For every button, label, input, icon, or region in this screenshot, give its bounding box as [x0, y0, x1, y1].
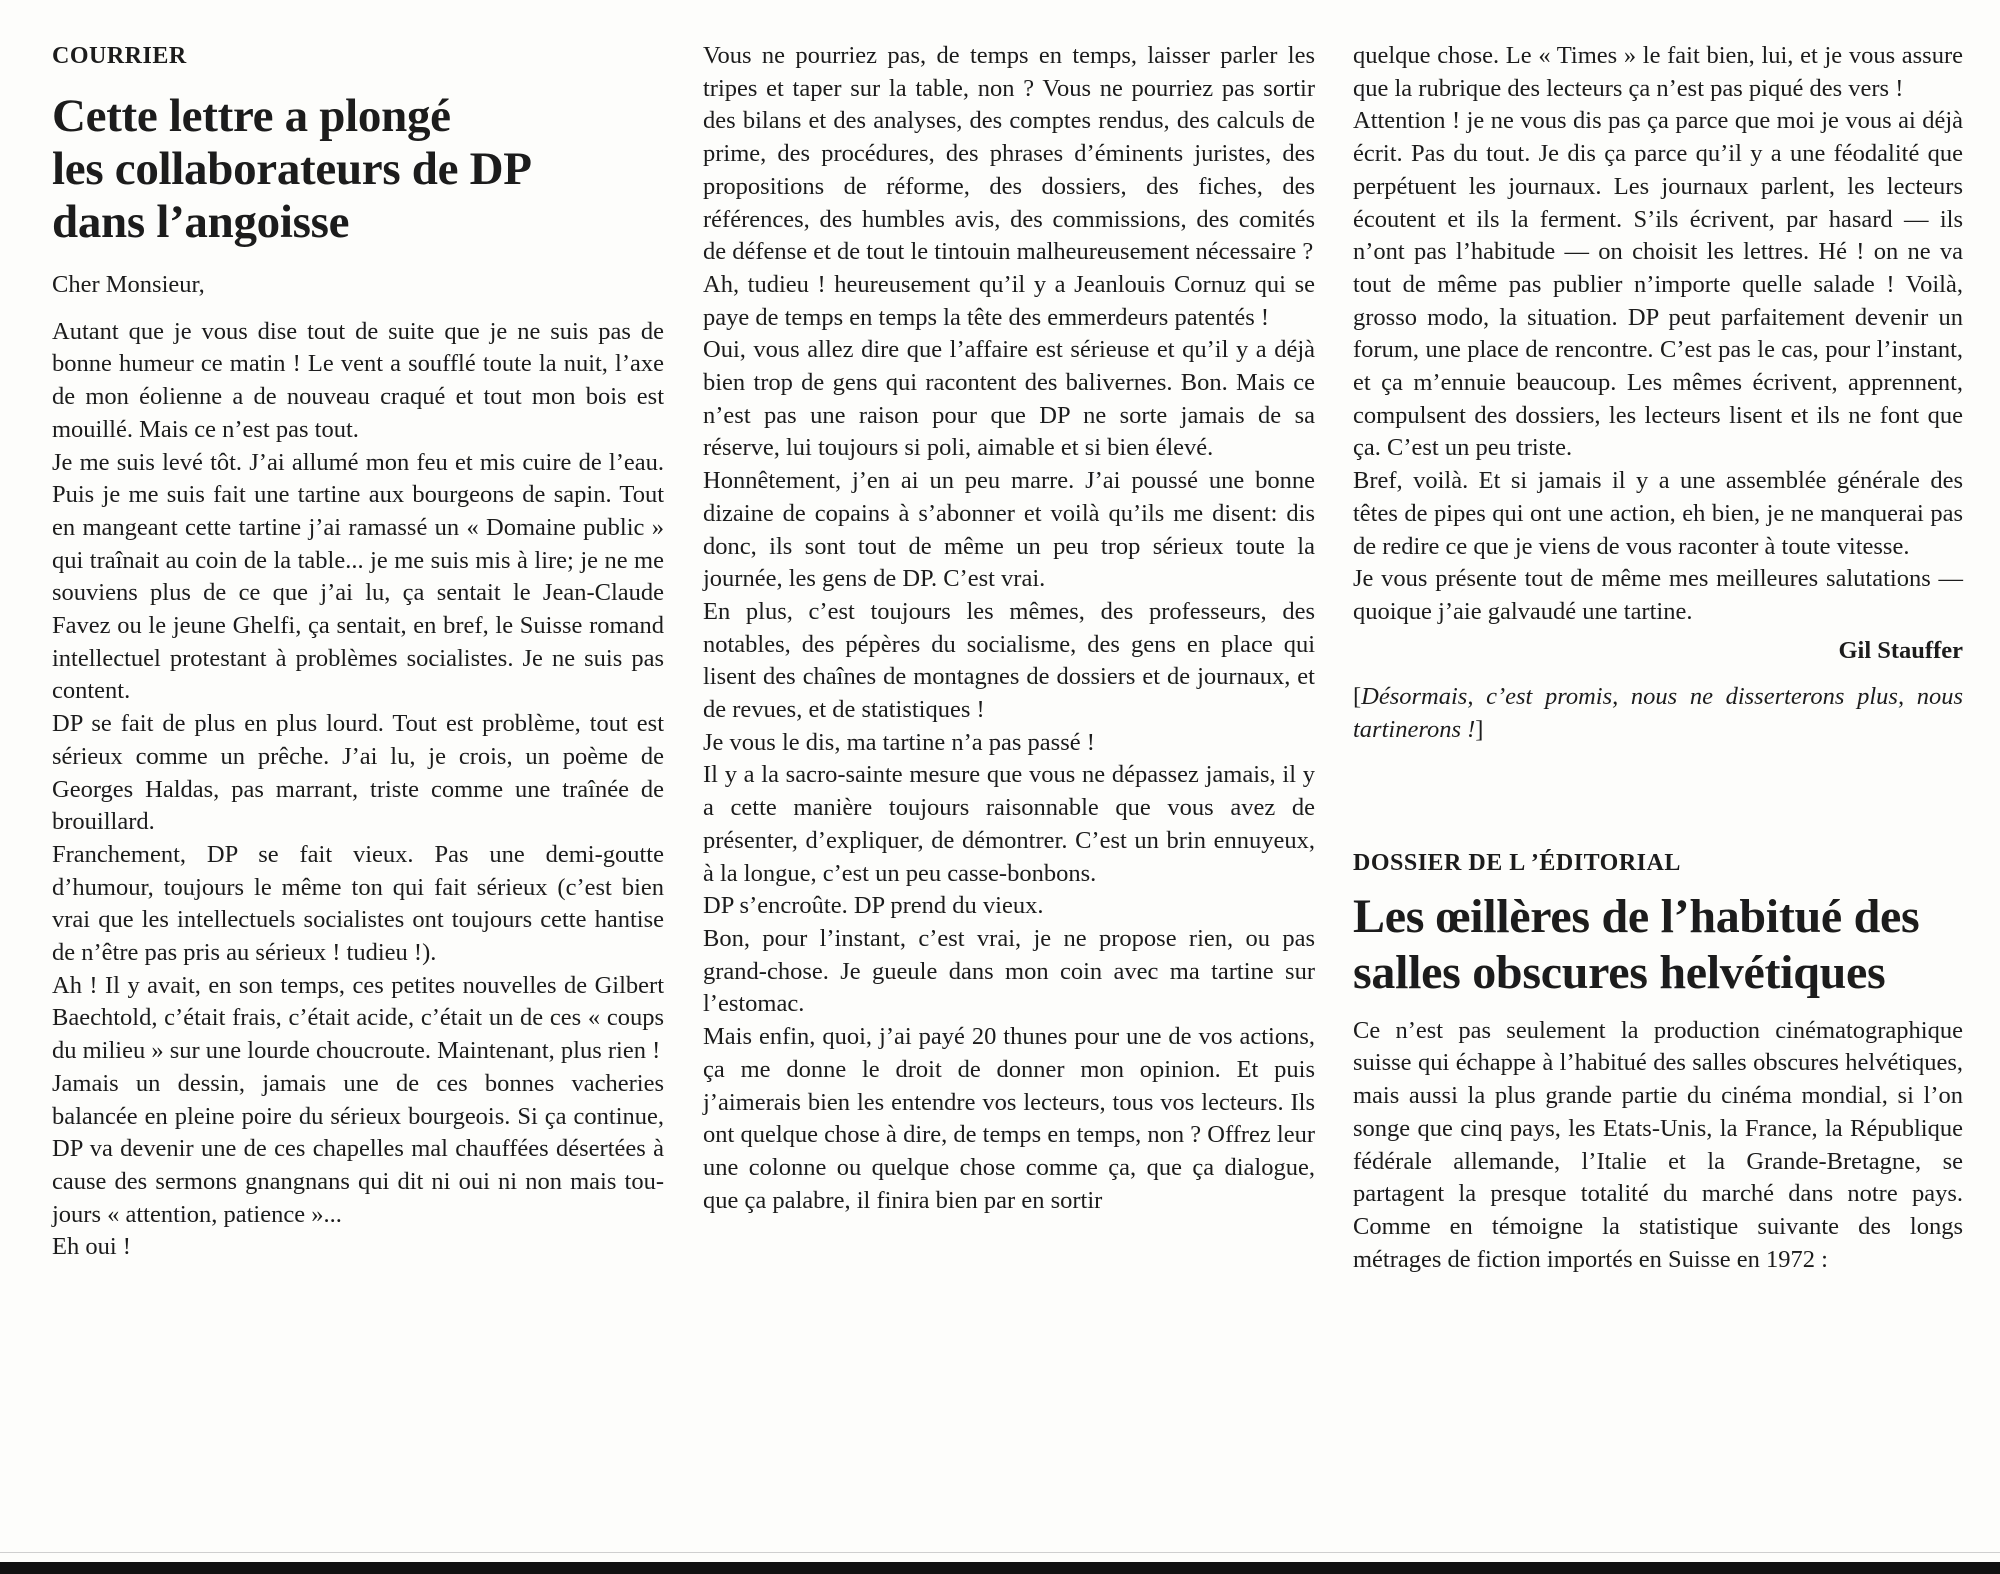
paragraph: Autant que je vous dise tout de suite que je ne suis pas de bonne humeur ce matin ! Le vent a soufflé toute la nuit, l’axe de mon éolienne a de nouveau craqué et tout mon bois est mouillé. Mais ce n’est pas tout.: [52, 317, 664, 443]
paragraph: Bon, pour l’instant, c’est vrai, je ne propose rien, ou pas grand-chose. Je gueule dans mon coin avec ma tartine sur l’estomac.: [703, 924, 1315, 1018]
paragraph: Ah, tudieu ! heureusement qu’il y a Jeanlouis Cornuz qui se paye de temps en temps la tête des emmerdeurs patentés !: [703, 270, 1315, 331]
column-3: [1353, 40, 1963, 1276]
paragraph: Bref, voilà. Et si jamais il y a une assemblée générale des têtes de pipes qui ont une action, eh bien, je ne manquerai pas de redire ce que je viens de vous raconter à toute vitesse.: [1353, 467, 1963, 560]
paragraph: Je vous le dis, ma tartine n’a pas passé !: [703, 728, 1095, 756]
section-rubric-courrier: COURRIER: [52, 43, 187, 69]
title-line: salles obscures helvétiques: [1353, 945, 1886, 999]
paragraph: Mais enfin, quoi, j’ai payé 20 thunes pour une de vos actions, ça me donne le droit de donner mon opinion. Et puis j’aimerais bien les entendre vos lecteurs, tous vos lecteurs. Ils ont quelque chose à dire, de temps en temps, non ? Offrez leur une colonne ou quelque chose comme ça, que ça dialogue, que ça palabre, il finira bien par en sortir: [703, 1023, 1315, 1214]
title-line: les collaborateurs de DP: [52, 143, 532, 195]
section-title: [1353, 889, 1963, 1001]
title-line: Les œillères de l’habitué des: [1353, 889, 1920, 943]
paragraph: Attention ! je ne vous dis pas ça parce que moi je vous ai déjà écrit. Pas du tout. Je dis ça parce qu’il y a une féodalité que perpétuent les journaux. Les journaux parlent, les lecteurs écoutent et ils la ferment. S’ils écrivent, par hasard — ils n’ont pas l’habitude — on choisit les lettres. Hé ! on ne va tout de même pas publier n’importe quelle salade ! Voilà, grosso modo, la situation. DP peut parfaitement devenir un forum, une place de rencontre. C’est pas le cas, pour l’instant, et ça m’ennuie beaucoup. Les mêmes écrivent, apprennent, compulsent des dossiers, les lecteurs lisent et ils ne font que ça. C’est un peu triste.: [1353, 107, 1963, 462]
paragraph: Eh oui !: [52, 1233, 131, 1261]
note-text: Désormais, c’est promis, nous ne disserterons plus, nous tartinerons !: [1353, 683, 1963, 744]
paragraph: En plus, c’est toujours les mêmes, des professeurs, des notables, des pépères du socialisme, des gens en place qui lisent des chaînes de montagnes de dossiers et de journaux, et de revues, et de statistiques !: [703, 597, 1315, 724]
paragraph: Honnêtement, j’en ai un peu marre. J’ai poussé une bonne dizaine de copains à s’abonner et voilà qu’ils me disent: dis donc, ils sont tout de même un peu trop sérieux toute la journée, les gens de DP. C’est vrai.: [703, 467, 1315, 593]
section-dossier-editorial: [1353, 847, 1963, 1277]
bottom-border: [0, 1562, 2000, 1574]
paragraph: quelque chose. Le « Times » le fait bien, lui, et je vous assure que la rubrique des lecteurs ça n’est pas piqué des vers !: [1353, 42, 1963, 102]
paragraph: Ah ! Il y avait, en son temps, ces petites nouvelles de Gilbert Baechtold, c’était frais, c’était acide, c’était un de ces « coups du milieu » sur une lourde choucroute. Maintenant, plus rien !: [52, 971, 664, 1065]
paragraph: DP s’encroûte. DP prend du vieux.: [703, 892, 1044, 920]
section-rubric-dossier: DOSSIER DE L ’ÉDITORIAL: [1353, 849, 1681, 876]
paragraph: Je me suis levé tôt. J’ai allumé mon feu et mis cuire de l’eau. Puis je me suis fait une tartine aux bourgeons de sapin. Tout en mangeant cette tartine j’ai ramassé un « Domaine public » qui traînait au coin de la table... je me suis mis à lire; je ne me souviens plus de ce que j’ai lu, ça sentait le Jean-Claude Favez ou le jeune Ghelfi, ça sentait, en bref, le Suisse romand intellectuel protestant à problèmes socialistes. Je ne suis pas content.: [52, 448, 664, 705]
paragraph: Vous ne pourriez pas, de temps en temps, laisser parler les tripes et taper sur la table, non ? Vous ne pourriez pas sortir des bilans et des analyses, des comptes rendus, des calculs de prime, des procédures, des phrases d’éminents juristes, des propositions de réforme, des dossiers, des fiches, des références, des humbles avis, des commissions, des comités de défense et de tout le tintouin malheureusement nécessaire ?: [703, 42, 1315, 266]
paragraph: Franchement, DP se fait vieux. Pas une demi-goutte d’humour, toujours le même ton qui fait sérieux (c’est bien vrai que les intellectuels socialistes ont toujours cette hantise de n’être pas pris au sérieux ! tudieu !).: [52, 840, 664, 967]
paragraph: DP se fait de plus en plus lourd. Tout est problème, tout est sérieux comme un prêche. J’ai lu, je crois, un poème de Georges Haldas, pas marrant, triste comme une traînée de brouillard.: [52, 710, 664, 836]
column-2: [703, 40, 1315, 1217]
letter-signature: Gil Stauffer: [1838, 636, 1963, 664]
editor-note: [1353, 681, 1963, 746]
letter-salutation: Cher Monsieur,: [52, 271, 205, 298]
paragraph: Il y a la sacro-sainte mesure que vous ne dépassez jamais, il y a cette manière toujours raisonnable que vous avez de présenter, d’expliquer, de démontrer. C’est un brin ennuyeux, à la longue, c’est un peu casse-bonbons.: [703, 761, 1315, 887]
note-bracket-close: ]: [1475, 716, 1484, 744]
article-title: [52, 90, 664, 249]
paragraph: Jamais un dessin, jamais une de ces bonnes vacheries balancée en pleine poire du sérieux bourgeois. Si ça continue, DP va devenir une de ces chapelles mal chauffées désertées à cause des sermons gnangnans qui dit ni oui ni non mais toujours « attention, patience »...: [52, 1069, 664, 1228]
paragraph: Ce n’est pas seulement la production cinématographique suisse qui échappe à l’habitué des salles obscures helvétiques, mais aussi la plus grande partie du cinéma mondial, si l’on songe que cinq pays, les Etats-Unis, la France, la République fédérale allemande, l’Italie et la Grande-Bretagne, se partagent la presque totalité du marché dans notre pays. Comme en témoigne la statistique suivante des longs métrages de fiction importés en Suisse en 1972 :: [1353, 1016, 1963, 1273]
title-line: Cette lettre a plongé: [52, 90, 451, 142]
note-bracket-open: [: [1353, 683, 1362, 711]
paragraph: Je vous présente tout de même mes meilleures salutations — quoique j’aie galvaudé une tartine.: [1353, 565, 1963, 625]
title-line: dans l’angoisse: [52, 196, 350, 248]
column-1: [52, 40, 664, 1264]
paragraph: Oui, vous allez dire que l’affaire est sérieuse et qu’il y a déjà bien trop de gens qui racontent des balivernes. Bon. Mais ce n’est pas une raison pour que DP ne sorte jamais de sa réserve, lui toujours si poli, aimable et si bien élevé.: [703, 336, 1315, 462]
scan-edge-line: [0, 1552, 2000, 1553]
